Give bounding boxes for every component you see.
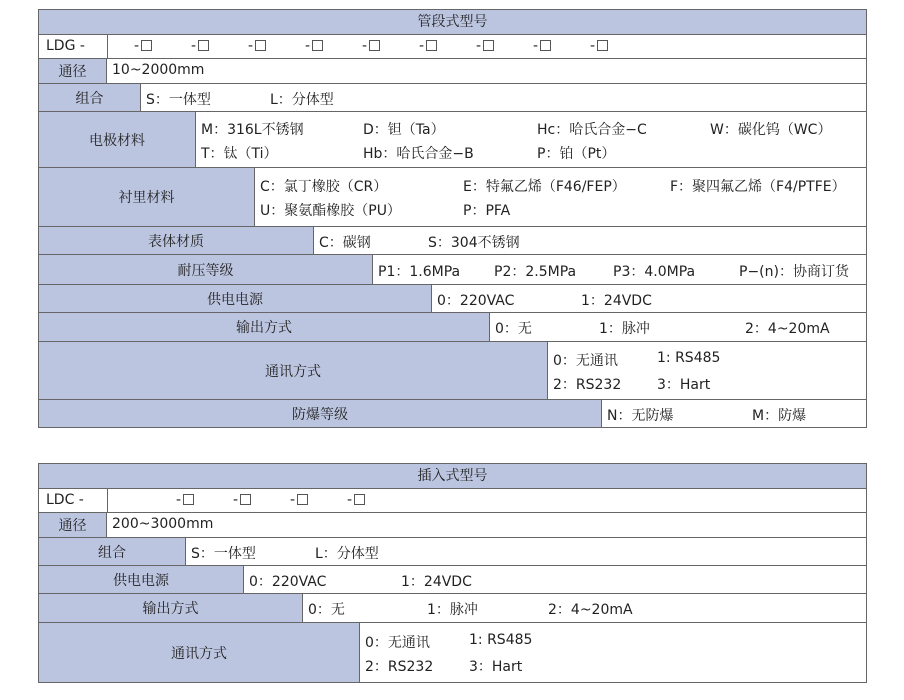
explosion-option: N：无防爆 bbox=[607, 407, 674, 424]
comm-option: 2：RS232 bbox=[365, 658, 434, 675]
code-checkbox-icon bbox=[183, 494, 194, 505]
code-segment: - bbox=[533, 38, 551, 54]
code-segment: - bbox=[233, 492, 251, 508]
lining-options bbox=[255, 168, 866, 226]
output-option: 0：无 bbox=[308, 602, 345, 618]
insert-diameter-row bbox=[38, 513, 867, 538]
combination-options bbox=[141, 84, 866, 111]
pipe-pressure-row bbox=[38, 255, 867, 285]
output-options bbox=[490, 313, 866, 341]
insert-output-row bbox=[38, 594, 867, 623]
comm-option: 1: RS485 bbox=[657, 349, 721, 366]
pressure-options bbox=[373, 255, 866, 284]
comm-options bbox=[548, 342, 866, 399]
code-checkbox-icon bbox=[312, 40, 323, 51]
comm-label: 通讯方式 bbox=[39, 342, 548, 399]
code-segment: - bbox=[305, 38, 323, 54]
lining-option: E：特氟乙烯（F46/FEP） bbox=[463, 179, 626, 195]
code-checkbox-icon bbox=[483, 40, 494, 51]
lining-option: P：PFA bbox=[463, 203, 511, 219]
output-label: 输出方式 bbox=[39, 313, 490, 341]
power-options bbox=[244, 566, 866, 593]
combination-options bbox=[186, 538, 866, 565]
electrode-option: Hb：哈氏合金−B bbox=[363, 145, 474, 162]
code-segment: - bbox=[362, 38, 380, 54]
output-option: 0：无 bbox=[495, 321, 532, 337]
pipe-power-row bbox=[38, 285, 867, 313]
pressure-option: P−(n)：协商订货 bbox=[739, 263, 849, 280]
insert-code-row bbox=[38, 489, 867, 513]
diameter-value: 10~2000mm bbox=[112, 62, 205, 78]
code-checkbox-icon bbox=[198, 40, 209, 51]
combination-option: L：分体型 bbox=[315, 545, 379, 562]
diameter-label: 通径 bbox=[39, 59, 107, 83]
output-options bbox=[303, 594, 866, 622]
combination-option: S：一体型 bbox=[191, 545, 256, 562]
pipe-combination-row bbox=[38, 84, 867, 112]
pipe-model-table bbox=[38, 9, 867, 428]
pipe-comm-row bbox=[38, 342, 867, 400]
power-options bbox=[432, 285, 866, 312]
power-label: 供电电源 bbox=[39, 285, 432, 312]
code-checkbox-icon bbox=[540, 40, 551, 51]
power-option: 1：24VDC bbox=[581, 292, 652, 309]
pipe-diameter-row bbox=[38, 59, 867, 84]
code-segment: - bbox=[134, 38, 152, 54]
insert-combination-row bbox=[38, 538, 867, 566]
pressure-option: P2：2.5MPa bbox=[494, 263, 577, 280]
combination-option: L：分体型 bbox=[270, 91, 334, 108]
insert-table-title: 插入式型号 bbox=[38, 464, 867, 489]
lining-option: C：氯丁橡胶（CR） bbox=[260, 179, 388, 195]
comm-option: 2：RS232 bbox=[553, 376, 622, 393]
power-label: 供电电源 bbox=[39, 566, 244, 593]
lining-label: 衬里材料 bbox=[39, 168, 255, 226]
code-segment: - bbox=[347, 492, 365, 508]
electrode-label: 电极材料 bbox=[39, 112, 196, 167]
pipe-electrode-row bbox=[38, 112, 867, 168]
power-option: 0：220VAC bbox=[437, 292, 515, 309]
code-checkbox-icon bbox=[597, 40, 608, 51]
insert-code-prefix: LDC - bbox=[46, 492, 84, 508]
explosion-option: M：防爆 bbox=[752, 407, 807, 424]
diameter-value-cell bbox=[107, 513, 866, 537]
body-options bbox=[314, 227, 866, 254]
comm-options bbox=[360, 623, 866, 682]
code-checkbox-icon bbox=[297, 494, 308, 505]
code-segment: - bbox=[191, 38, 209, 54]
code-checkbox-icon bbox=[426, 40, 437, 51]
code-segment: - bbox=[248, 38, 266, 54]
combination-option: S：一体型 bbox=[146, 91, 211, 108]
lining-option: U：聚氨酯橡胶（PU） bbox=[260, 203, 401, 219]
diameter-value-cell bbox=[107, 59, 866, 83]
combination-label: 组合 bbox=[39, 538, 186, 565]
comm-option: 0：无通讯 bbox=[553, 352, 618, 369]
code-segment: - bbox=[590, 38, 608, 54]
body-option: C：碳钢 bbox=[319, 234, 371, 251]
body-option: S：304不锈钢 bbox=[428, 234, 520, 251]
code-checkbox-icon bbox=[141, 40, 152, 51]
electrode-option: T：钛（Ti） bbox=[201, 145, 278, 162]
electrode-option: W：碳化钨（WC） bbox=[710, 121, 832, 138]
comm-option: 1: RS485 bbox=[469, 631, 533, 648]
pipe-code-row bbox=[38, 35, 867, 59]
lining-option: F：聚四氟乙烯（F4/PTFE） bbox=[670, 179, 846, 195]
explosion-options bbox=[602, 400, 866, 427]
pressure-option: P3：4.0MPa bbox=[613, 263, 696, 280]
diameter-label: 通径 bbox=[39, 513, 107, 537]
diameter-value: 200~3000mm bbox=[112, 516, 214, 532]
code-checkbox-icon bbox=[354, 494, 365, 505]
pipe-output-row bbox=[38, 313, 867, 342]
electrode-option: Hc：哈氏合金−C bbox=[537, 121, 647, 138]
comm-option: 3：Hart bbox=[469, 658, 523, 675]
code-segment: - bbox=[419, 38, 437, 54]
code-checkbox-icon bbox=[255, 40, 266, 51]
pipe-lining-row bbox=[38, 168, 867, 227]
pressure-option: P1：1.6MPa bbox=[378, 263, 461, 280]
insert-model-table bbox=[38, 463, 867, 683]
electrode-option: P：铂（Pt） bbox=[537, 145, 616, 162]
insert-comm-row bbox=[38, 623, 867, 683]
pipe-code-prefix: LDG - bbox=[46, 38, 85, 54]
electrode-option: M：316L不锈钢 bbox=[201, 121, 304, 138]
output-label: 输出方式 bbox=[39, 594, 303, 622]
combination-label: 组合 bbox=[39, 84, 141, 111]
electrode-options bbox=[196, 112, 866, 167]
electrode-option: D：钽（Ta） bbox=[363, 121, 445, 138]
pressure-label: 耐压等级 bbox=[39, 255, 373, 284]
pipe-code-box bbox=[107, 35, 596, 58]
comm-option: 0：无通讯 bbox=[365, 634, 430, 651]
output-option: 2：4~20mA bbox=[548, 602, 633, 618]
body-label: 表体材质 bbox=[39, 227, 314, 254]
comm-label: 通讯方式 bbox=[39, 623, 360, 682]
pipe-explosion-row bbox=[38, 400, 867, 428]
insert-code-box bbox=[107, 489, 353, 512]
insert-power-row bbox=[38, 566, 867, 594]
power-option: 1：24VDC bbox=[401, 573, 472, 590]
code-segment: - bbox=[176, 492, 194, 508]
power-option: 0：220VAC bbox=[249, 573, 327, 590]
pipe-table-title: 管段式型号 bbox=[38, 10, 867, 35]
explosion-label: 防爆等级 bbox=[39, 400, 602, 427]
output-option: 2：4~20mA bbox=[745, 321, 830, 337]
code-checkbox-icon bbox=[369, 40, 380, 51]
code-segment: - bbox=[476, 38, 494, 54]
code-segment: - bbox=[290, 492, 308, 508]
code-checkbox-icon bbox=[240, 494, 251, 505]
output-option: 1：脉冲 bbox=[427, 602, 478, 618]
comm-option: 3：Hart bbox=[657, 376, 711, 393]
pipe-body-row bbox=[38, 227, 867, 255]
output-option: 1：脉冲 bbox=[599, 321, 650, 337]
